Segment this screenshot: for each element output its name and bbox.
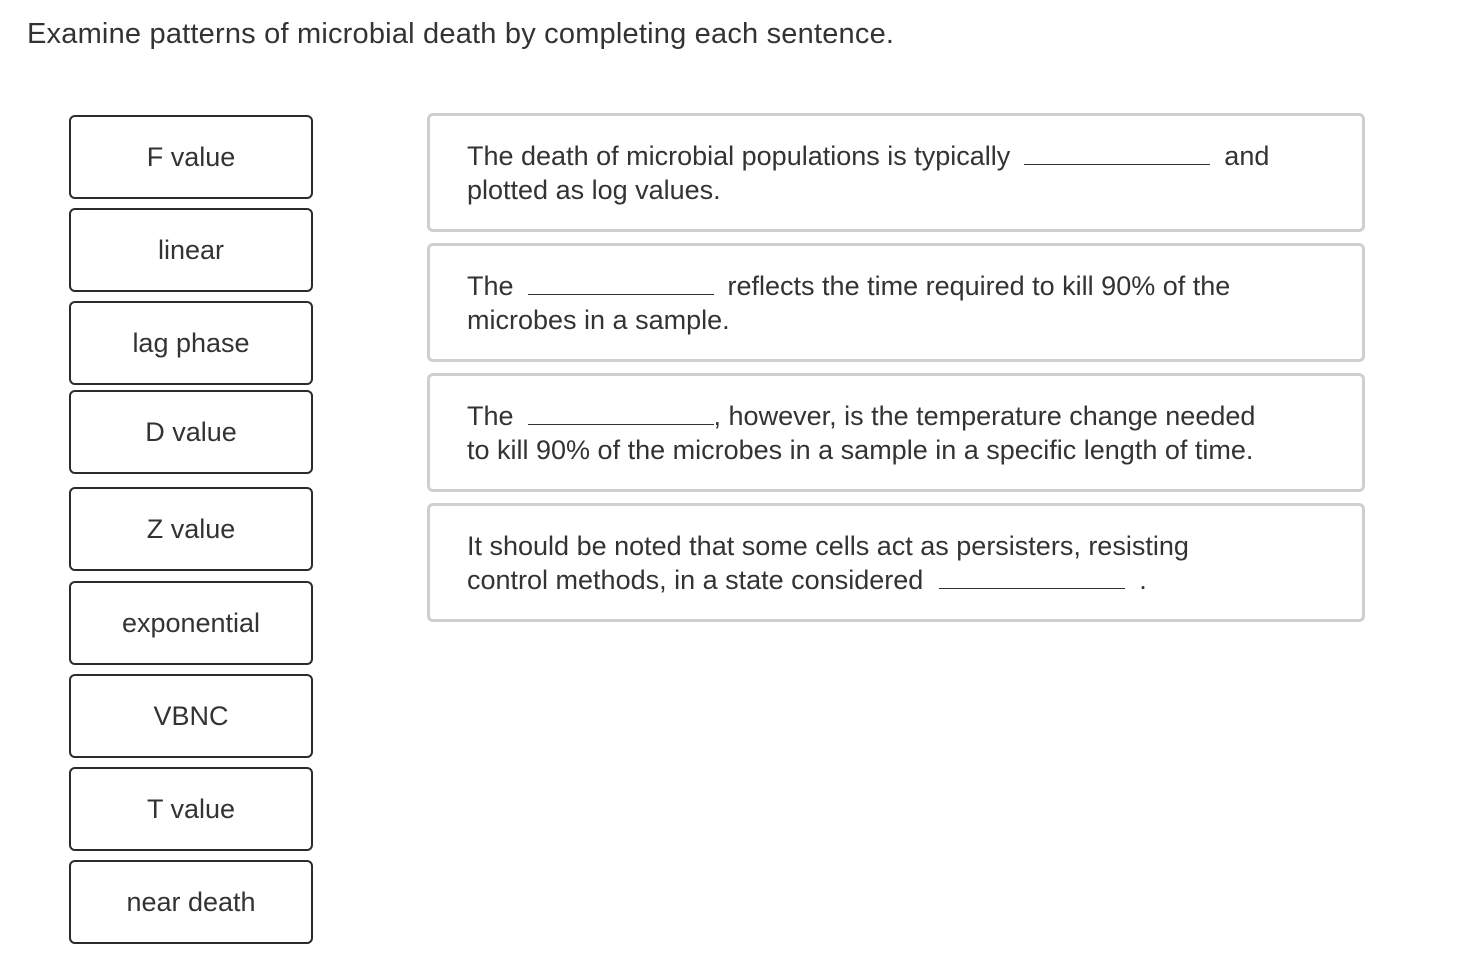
sentence-2-line1-before: The xyxy=(467,271,514,301)
chip-near-death[interactable]: near death xyxy=(69,860,313,944)
sentence-1-text xyxy=(467,139,1332,207)
drop-blank-4[interactable] xyxy=(939,566,1125,589)
chip-t-value[interactable]: T value xyxy=(69,767,313,851)
sentence-4-line2-before: control methods, in a state considered xyxy=(467,565,924,595)
sentence-box-3 xyxy=(427,373,1365,492)
chip-lag-phase[interactable]: lag phase xyxy=(69,301,313,385)
chip-f-value[interactable]: F value xyxy=(69,115,313,199)
sentence-2-line1-after: reflects the time required to kill 90% of the xyxy=(727,271,1231,301)
chip-vbnc[interactable]: VBNC xyxy=(69,674,313,758)
sentence-3-text xyxy=(467,399,1332,467)
chip-linear[interactable]: linear xyxy=(69,208,313,292)
chip-exponential[interactable]: exponential xyxy=(69,581,313,665)
chip-z-value[interactable]: Z value xyxy=(69,487,313,571)
sentence-3-line1-after: , however, is the temperature change needed xyxy=(713,401,1256,431)
instruction-text: Examine patterns of microbial death by completing each sentence. xyxy=(27,18,895,50)
sentence-2-text xyxy=(467,269,1332,337)
sentence-1-line2: plotted as log values. xyxy=(467,175,721,205)
drop-blank-2[interactable] xyxy=(528,272,714,295)
sentence-1-line1-after: and xyxy=(1224,141,1270,171)
drop-blank-1[interactable] xyxy=(1024,142,1210,165)
sentence-3-line2: to kill 90% of the microbes in a sample in a specific length of time. xyxy=(467,435,1254,465)
chip-d-value[interactable]: D value xyxy=(69,390,313,474)
drop-blank-3[interactable] xyxy=(528,402,714,425)
sentence-4-text xyxy=(467,529,1332,597)
sentence-box-2 xyxy=(427,243,1365,362)
sentence-4-line2-after: . xyxy=(1139,565,1147,595)
sentence-box-4 xyxy=(427,503,1365,622)
sentence-2-line2: microbes in a sample. xyxy=(467,305,730,335)
sentence-4-line1: It should be noted that some cells act as persisters, resisting xyxy=(467,531,1189,561)
sentence-3-line1-before: The xyxy=(467,401,514,431)
sentence-box-1 xyxy=(427,113,1365,232)
sentence-1-line1-before: The death of microbial populations is typically xyxy=(467,141,1011,171)
